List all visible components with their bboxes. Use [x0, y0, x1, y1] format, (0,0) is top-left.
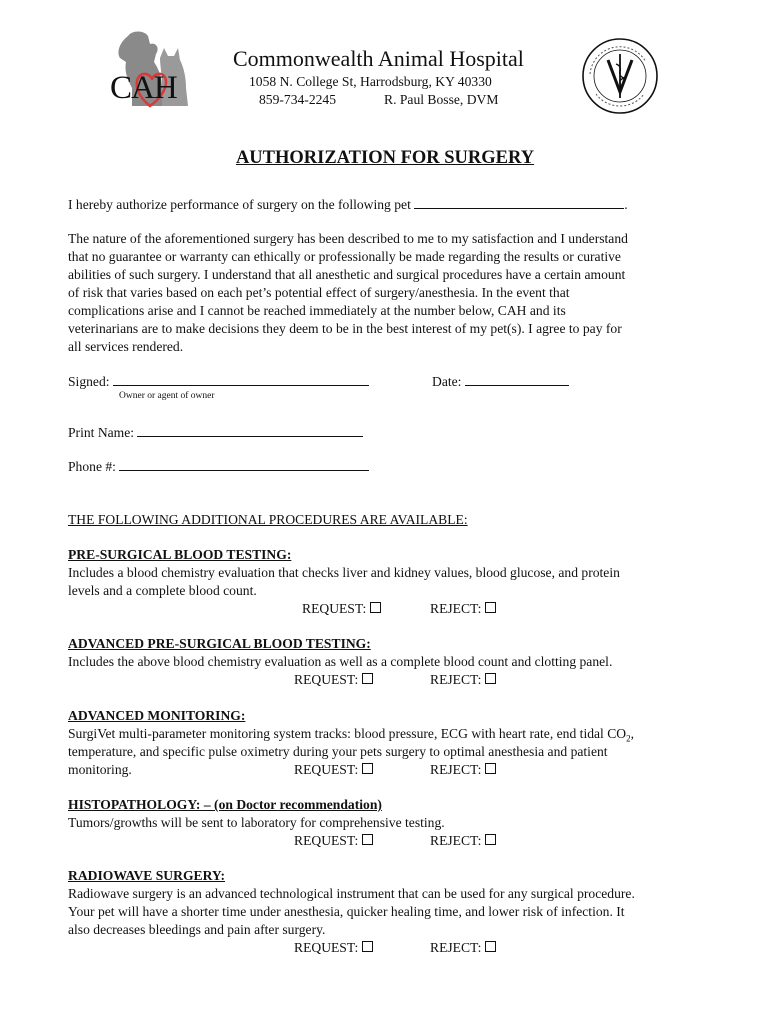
reject-checkbox[interactable] [485, 602, 496, 613]
consent-line: all services rendered. [68, 339, 184, 354]
consent-line: abilities of such surgery. I understand that all anesthetic and surgical procedures have a certain amount [68, 267, 626, 282]
reject-checkbox[interactable] [485, 941, 496, 952]
procedure-line: Radiowave surgery is an advanced technological instrument that can be used for any surgical procedure. [68, 886, 635, 901]
request-label: REQUEST: [302, 601, 367, 616]
hospital-phone: 859-734-2245 [259, 92, 337, 107]
line-end: , [630, 726, 635, 741]
reject-checkbox[interactable] [485, 834, 496, 845]
procedure-heading: RADIOWAVE SURGERY: [68, 868, 226, 883]
signature-field[interactable] [113, 372, 369, 386]
procedure-advanced-monitoring [68, 707, 718, 779]
print-name-field[interactable] [137, 423, 363, 437]
reject-option[interactable] [430, 671, 496, 689]
reject-label: REJECT: [430, 940, 482, 955]
request-checkbox[interactable] [362, 941, 373, 952]
request-option[interactable] [294, 939, 373, 957]
signed-label: Signed: [68, 374, 110, 389]
request-checkbox[interactable] [362, 763, 373, 774]
pet-name-field[interactable] [414, 195, 624, 209]
phone-label: Phone #: [68, 459, 116, 474]
date-label: Date: [432, 374, 462, 389]
request-label: REQUEST: [294, 762, 359, 777]
procedure-line: also decreases bleedings and pain after surgery. [68, 922, 326, 937]
phone-row [68, 457, 369, 476]
reject-option[interactable] [430, 600, 496, 618]
avma-seal [580, 36, 660, 116]
procedure-radiowave-surgery [68, 867, 718, 939]
procedure-line-text: SurgiVet multi-parameter monitoring system tracks: blood pressure, ECG with heart rate, end tidal CO [68, 726, 627, 741]
consent-line: veterinarians are to make decisions they deem to be in the best interest of my pet(s). I agree to pay for [68, 321, 622, 336]
reject-checkbox[interactable] [485, 763, 496, 774]
signed-caption: Owner or agent of owner [119, 391, 215, 401]
procedure-line: monitoring. [68, 762, 132, 777]
request-option[interactable] [302, 600, 381, 618]
procedure-line: Includes a blood chemistry evaluation that checks liver and kidney values, blood glucose, and protein [68, 565, 620, 580]
cah-logo [110, 28, 202, 113]
procedure-heading: ADVANCED PRE-SURGICAL BLOOD TESTING: [68, 636, 371, 651]
co2-subscript: 2 [626, 733, 631, 744]
hospital-name: Commonwealth Animal Hospital [233, 46, 524, 71]
procedure-line: levels and a complete blood count. [68, 583, 257, 598]
period: . [624, 197, 628, 212]
reject-option[interactable] [430, 939, 496, 957]
procedure-line: Your pet will have a shorter time under anesthesia, quicker healing time, and lower risk of infection. It [68, 904, 625, 919]
request-option[interactable] [294, 671, 373, 689]
signed-row [68, 372, 369, 391]
reject-checkbox[interactable] [485, 673, 496, 684]
procedure-heading: HISTOPATHOLOGY: – (on Doctor recommendation) [68, 797, 382, 812]
procedures-heading: THE FOLLOWING ADDITIONAL PROCEDURES ARE AVAILABLE: [68, 512, 468, 527]
reject-label: REJECT: [430, 762, 482, 777]
date-row [432, 372, 569, 391]
procedure-line: temperature, and specific pulse oximetry during your pets surgery to optimal anesthesia and patient [68, 744, 608, 759]
authorize-statement [68, 195, 708, 214]
hospital-doctor: R. Paul Bosse, DVM [384, 92, 499, 107]
consent-line: that no guarantee or warranty can ethically or professionally be made regarding the results or curative [68, 249, 621, 264]
procedure-pre-surgical-blood [68, 546, 708, 600]
request-option[interactable] [294, 761, 373, 779]
procedure-line [68, 725, 718, 743]
print-name-row [68, 423, 363, 442]
consent-line: of risk that varies based on each pet’s potential effect of surgery/anesthesia. In the event that [68, 285, 570, 300]
avma-seal-icon [580, 36, 660, 116]
logo-text: CAH [110, 70, 177, 106]
reject-option[interactable] [430, 761, 496, 779]
request-option[interactable] [294, 832, 373, 850]
request-checkbox[interactable] [362, 673, 373, 684]
procedure-histopathology [68, 796, 708, 832]
procedure-heading: ADVANCED MONITORING: [68, 708, 246, 723]
procedure-advanced-blood [68, 635, 708, 671]
request-checkbox[interactable] [370, 602, 381, 613]
phone-field[interactable] [119, 457, 369, 471]
request-label: REQUEST: [294, 940, 359, 955]
consent-paragraph [68, 230, 708, 356]
authorize-text: I hereby authorize performance of surgery on the following pet [68, 197, 411, 212]
form-title: AUTHORIZATION FOR SURGERY [235, 148, 535, 168]
reject-option[interactable] [430, 832, 496, 850]
print-name-label: Print Name: [68, 425, 135, 440]
procedure-line: Tumors/growths will be sent to laboratory for comprehensive testing. [68, 815, 445, 830]
consent-line: The nature of the aforementioned surgery has been described to me to my satisfaction and I understand [68, 231, 628, 246]
procedure-line: Includes the above blood chemistry evaluation as well as a complete blood count and clotting panel. [68, 654, 613, 669]
reject-label: REJECT: [430, 833, 482, 848]
reject-label: REJECT: [430, 601, 482, 616]
procedure-heading: PRE-SURGICAL BLOOD TESTING: [68, 547, 292, 562]
request-checkbox[interactable] [362, 834, 373, 845]
consent-line: complications arise and I cannot be reached immediately at the number below, CAH and its [68, 303, 566, 318]
request-label: REQUEST: [294, 833, 359, 848]
date-field[interactable] [465, 372, 569, 386]
request-label: REQUEST: [294, 672, 359, 687]
reject-label: REJECT: [430, 672, 482, 687]
hospital-address: 1058 N. College St, Harrodsburg, KY 40330 [249, 74, 492, 89]
